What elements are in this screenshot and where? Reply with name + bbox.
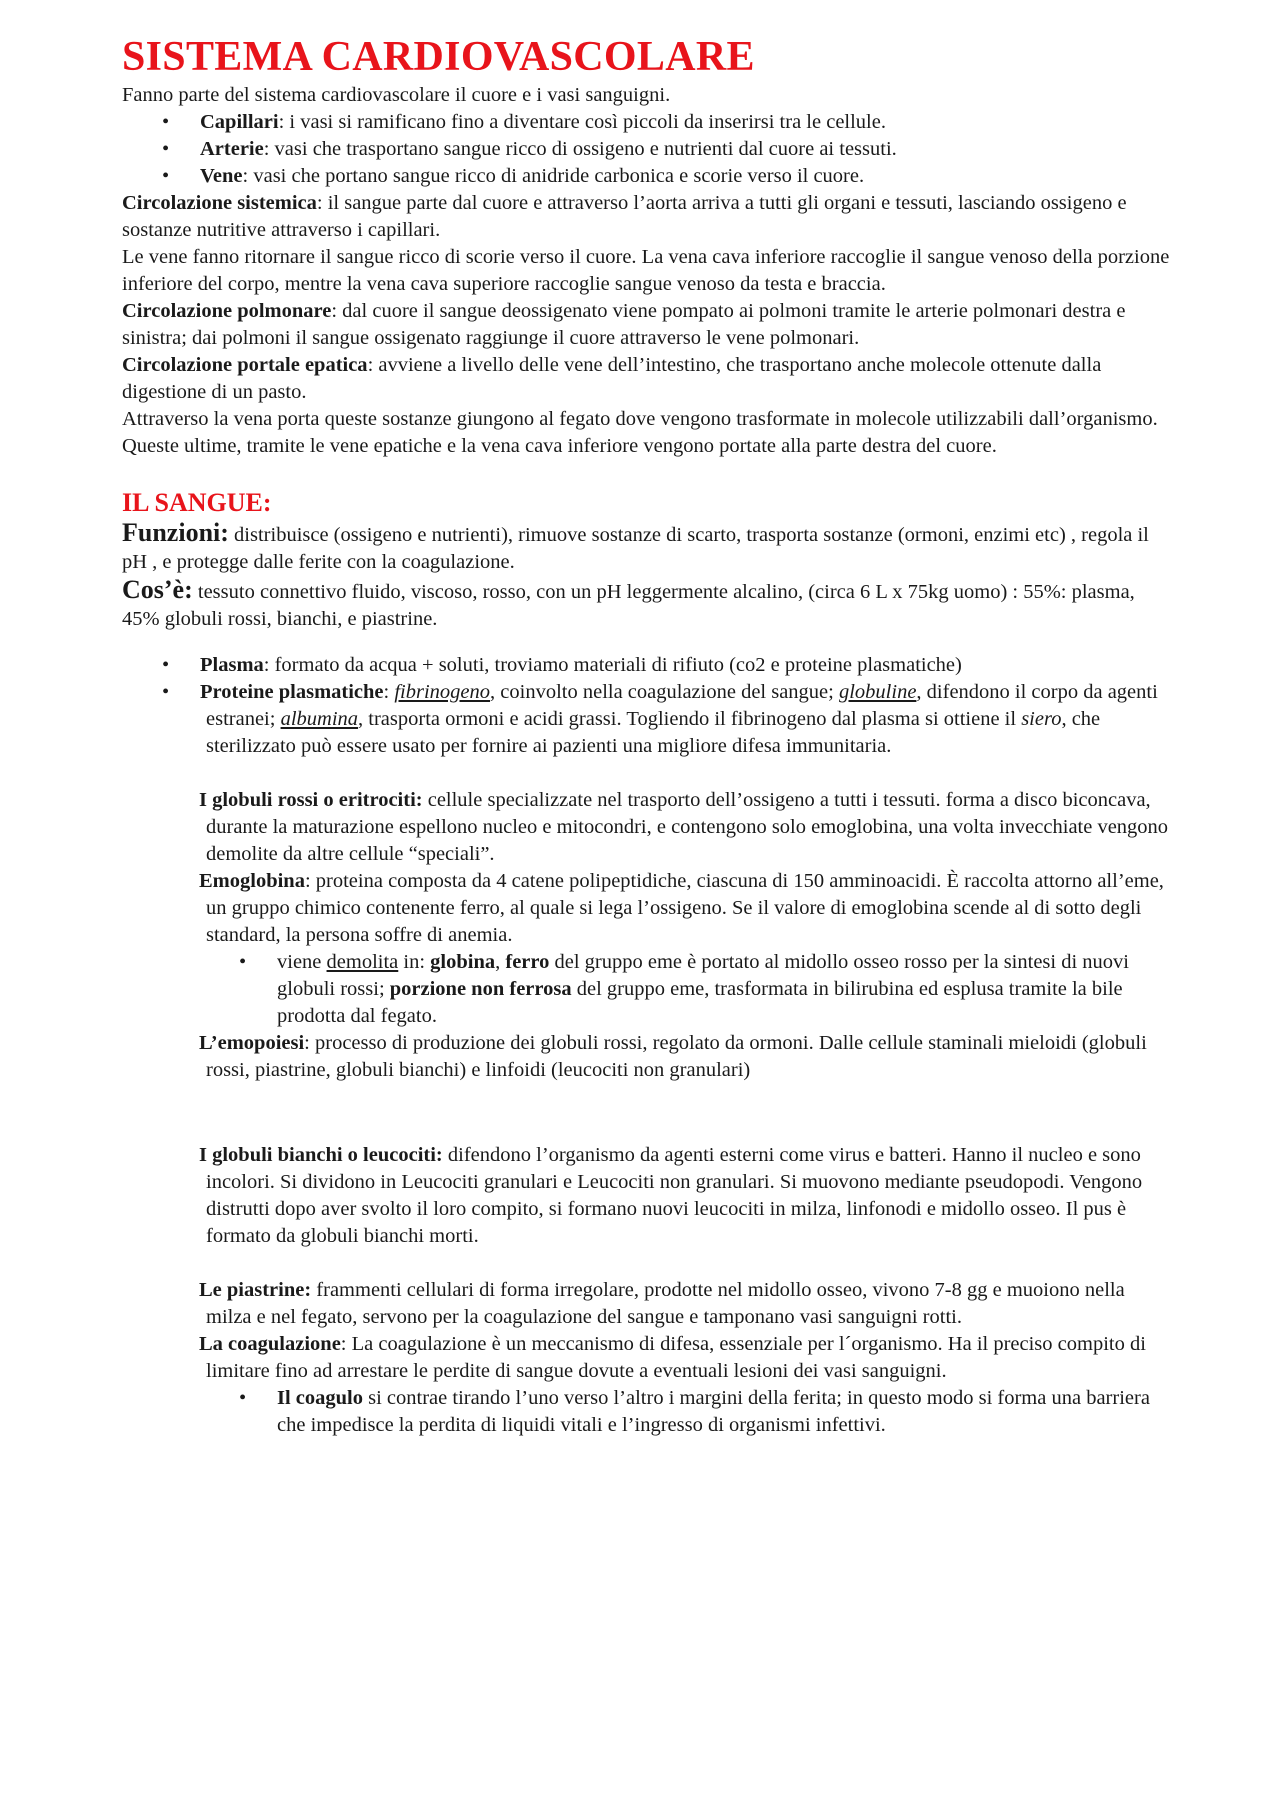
bullet-icon: • [239,951,247,973]
term: L’emopoiesi [199,1032,305,1054]
piastrine-paragraph [199,1277,1172,1331]
text: del gruppo eme è portato al midollo osseo rosso per la sintesi di nuovi globuli rossi; [277,951,1129,1000]
list-item [122,163,1172,190]
document-page [122,34,1172,1439]
globuli-rossi-section [199,787,1172,949]
globuli-bianchi-section [199,1142,1172,1250]
cose-paragraph [122,576,1172,633]
term: Il coagulo [277,1387,363,1409]
definition: : dal cuore il sangue deossigenato viene pompato ai polmoni tramite le arterie polmonari destra e sinistra; dai polmoni il sangue ossigenato raggiunge il cuore attraverso le vene polmonari. [122,300,1126,349]
term: Proteine plasmatiche [200,681,384,703]
term: I globuli rossi o eritrociti: [199,789,423,811]
circ-sistemica-paragraph [122,190,1172,244]
term: Circolazione sistemica [122,192,317,214]
term: Circolazione portale epatica [122,354,368,376]
label: Funzioni: [122,518,229,547]
bullet-icon: • [239,1387,247,1409]
definition: distribuisce (ossigeno e nutrienti), rimuove sostanze di scarto, trasporta sostanze (ormoni, enzimi etc) , regola il pH , e protegge dalle ferite con la coagulazione. [122,524,1149,573]
emopoiesi-paragraph [199,1030,1172,1084]
term: I globuli bianchi o leucociti: [199,1144,443,1166]
list-item [122,1385,1172,1439]
list-item [122,109,1172,136]
text: del gruppo eme, trasformata in bilirubina ed esplusa tramite la bile prodotta dal fegato. [277,978,1123,1027]
list-item [122,679,1172,760]
text: , trasporta ormoni e acidi grassi. Togliendo il fibrinogeno dal plasma si ottiene il [358,708,1022,730]
term: Arterie [200,138,264,160]
definition: tessuto connettivo fluido, viscoso, rosso, con un pH leggermente alcalino, (circa 6 L x 75kg uomo) : 55%: plasma, 45% globuli rossi, bianchi, e piastrine. [122,581,1135,630]
term: Plasma [200,654,264,676]
definition: : formato da acqua + soluti, troviamo materiali di rifiuto (co2 e proteine plasmatiche) [263,654,962,676]
definition: : avviene a livello delle vene dell’intestino, che trasportano anche molecole ottenute dalla digestione di un pasto. [122,354,1102,403]
term: Le piastrine: [199,1279,312,1301]
definition: cellule specializzate nel trasporto dell’ossigeno a tutti i tessuti. forma a disco biconcava, durante la maturazione espellono nucleo e mitocondri, e contengono solo emoglobina, una volta invecchiate vengono demolite da altre cellule “speciali”. [206,789,1169,865]
circ-portale-paragraph [122,352,1172,406]
term: Capillari [200,111,279,133]
bullet-icon: • [162,681,170,703]
keyword-demolita: demolita [326,951,399,973]
text: , difendono il corpo da agenti estranei; [206,681,1158,730]
page-title: SISTEMA CARDIOVASCOLARE [122,34,755,80]
list-item [122,136,1172,163]
bullet-icon: • [162,165,170,187]
keyword-siero: siero [1021,708,1062,730]
term: La coagulazione [199,1333,341,1355]
text: , [495,951,506,973]
vene-paragraph: Le vene fanno ritornare il sangue ricco di scorie verso il cuore. La vena cava inferiore raccoglie il sangue venoso della porzione inferiore del corpo, mentre la vena cava superiore raccoglie sangue venoso da testa e braccia. [122,246,1170,295]
text: : [383,681,395,703]
definition: : processo di produzione dei globuli rossi, regolato da ormoni. Dalle cellule staminali mieloidi (globuli rossi, piastrine, globuli bianchi) e linfoidi (leucociti non granulari) [206,1032,1147,1081]
label: Cos’è: [122,575,193,604]
bullet-icon: • [162,111,170,133]
emoglobina-paragraph [199,868,1172,949]
bullet-icon: • [162,138,170,160]
circ-polmonare-paragraph [122,298,1172,352]
term: Emoglobina [199,870,305,892]
keyword-porzione-non-ferrosa: porzione non ferrosa [389,978,572,1000]
term: Circolazione polmonare [122,300,332,322]
keyword-globina: globina [430,951,496,973]
funzioni-paragraph [122,519,1172,576]
definition: : vasi che trasportano sangue ricco di ossigeno e nutrienti dal cuore ai tessuti. [263,138,897,160]
list-item [122,652,1172,679]
intro-paragraph: Fanno parte del sistema cardiovascolare il cuore e i vasi sanguigni. [122,84,671,106]
definition: : proteina composta da 4 catene polipeptidiche, ciascuna di 150 amminoacidi. È raccolta attorno all’eme, un gruppo chimico contenente ferro, al quale si lega l’ossigeno. Se il valore di emoglobina scende al di sotto degli standard, la persona soffre di anemia. [206,870,1164,946]
definition: difendono l’organismo da agenti esterni come virus e batteri. Hanno il nucleo e sono incolori. Si dividono in Leucociti granulari e Leucociti non granulari. Si muovono mediante pseudopodi. Vengono distrutti dopo aver svolto il loro compito, si formano nuovi leucociti in milza, linfonodi e midollo osseo. Il pus è formato da globuli bianchi morti. [206,1144,1143,1247]
definition: : il sangue parte dal cuore e attraverso l’aorta arriva a tutti gli organi e tessuti, lasciando ossigeno e sostanze nutritive attraverso i capillari. [122,192,1127,241]
piastrine-section [199,1277,1172,1385]
globuli-rossi-paragraph [199,787,1172,868]
definition: : La coagulazione è un meccanismo di difesa, essenziale per l´organismo. Ha il preciso compito di limitare fino ad arrestare le perdite di sangue dovute a eventuali lesioni dei vasi sanguigni. [206,1333,1146,1382]
plasma-list [122,652,1172,760]
text: viene [277,951,327,973]
definition: : i vasi si ramificano fino a diventare così piccoli da inserirsi tra le cellule. [278,111,886,133]
keyword-globuline: globuline [838,681,917,703]
coagulo-list [122,1385,1172,1439]
term: Vene [200,165,243,187]
emopoiesi-section [199,1030,1172,1084]
keyword-fibrinogeno: fibrinogeno [394,681,491,703]
vessel-list [122,109,1172,190]
list-item [122,949,1172,1030]
text: in: [398,951,431,973]
portale-paragraph: Attraverso la vena porta queste sostanze giungono al fegato dove vengono trasformate in molecole utilizzabili dall’organismo. Queste ultime, tramite le vene epatiche e la vena cava inferiore vengono portate alla parte destra del cuore. [122,408,1158,457]
emoglobina-list [122,949,1172,1030]
keyword-ferro: ferro [505,951,550,973]
keyword-albumina: albumina [280,708,359,730]
coagulazione-paragraph [199,1331,1172,1385]
section-heading-sangue: IL SANGUE: [122,488,272,517]
globuli-bianchi-paragraph [199,1142,1172,1250]
definition: : vasi che portano sangue ricco di anidride carbonica e scorie verso il cuore. [242,165,865,187]
text: , coinvolto nella coagulazione del sangue; [490,681,839,703]
definition: frammenti cellulari di forma irregolare, prodotte nel midollo osseo, vivono 7-8 gg e muoiono nella milza e nel fegato, servono per la coagulazione del sangue e tamponano vasi sanguigni rotti. [206,1279,1125,1328]
text: , che sterilizzato può essere usato per fornire ai pazienti una migliore difesa immunitaria. [206,708,1101,757]
bullet-icon: • [162,654,170,676]
definition: si contrae tirando l’uno verso l’altro i margini della ferita; in questo modo si forma una barriera che impedisce la perdita di liquidi vitali e l’ingresso di organismi infettivi. [277,1387,1150,1436]
